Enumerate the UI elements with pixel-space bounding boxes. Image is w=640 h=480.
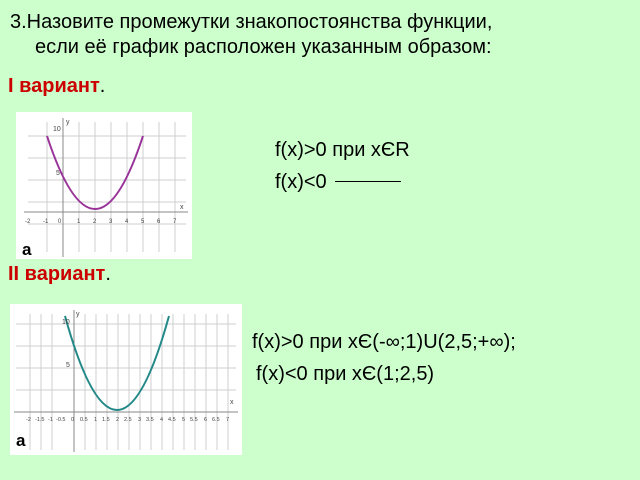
variant-2-label: II вариант <box>8 263 106 285</box>
variant-2-grid <box>16 314 236 450</box>
variant-1-xtick: 4 <box>125 219 129 225</box>
variant-2-xtick: 5.5 <box>190 417 198 423</box>
variant-1-x-label: x <box>180 204 184 211</box>
variant-1-xtick: 6 <box>157 219 161 225</box>
task-title-line1: 3.Назовите промежутки знакопостоянства функции, <box>10 11 493 33</box>
variant-2-xtick: 7 <box>226 417 230 423</box>
variant-2-heading <box>8 263 111 286</box>
variant-1-negative-row <box>275 171 401 194</box>
variant-1-xtick: 7 <box>173 219 177 225</box>
variant-2-positive: f(x)>0 при xЄ(-∞;1)U(2,5;+∞); <box>252 331 516 353</box>
variant-2-x-label: x <box>230 399 234 406</box>
variant-2-parabola <box>65 316 169 410</box>
variant-2-xtick: 6.5 <box>212 417 220 423</box>
variant-2-xtick: 6 <box>204 417 208 423</box>
variant-2-xtick: 0 <box>71 417 75 423</box>
variant-2-plot <box>10 304 242 455</box>
variant-1-graph <box>16 112 192 259</box>
variant-2-xtick: 2.5 <box>124 417 132 423</box>
variant-1-graph-label: а <box>22 240 32 259</box>
variant-2-y-label: y <box>76 311 80 318</box>
variant-2-xtick: 4 <box>160 417 164 423</box>
variant-1-plot <box>16 112 192 259</box>
variant-2-xtick: 1.5 <box>102 417 110 423</box>
variant-1-heading <box>8 75 105 98</box>
variant-2-xtick: 4.5 <box>168 417 176 423</box>
task-title-line2: если её график расположен указанным образом: <box>35 36 492 58</box>
variant-1-ytick-5: 5 <box>56 170 60 177</box>
variant-1-xtick: 0 <box>58 219 62 225</box>
variant-1-xtick: 1 <box>77 219 81 225</box>
variant-1-positive: f(x)>0 при xЄR <box>275 139 410 161</box>
variant-2-xtick: 1 <box>94 417 98 423</box>
variant-1-xtick: -1 <box>43 219 49 225</box>
variant-2-xtick: 2 <box>116 417 120 423</box>
task-title <box>10 10 630 60</box>
variant-2-xtick: -1 <box>48 417 53 423</box>
variant-1-xtick: -2 <box>25 219 31 225</box>
variant-1-label: I вариант <box>8 75 100 97</box>
variant-1-answer-blank <box>335 181 401 182</box>
variant-2-negative: f(x)<0 при xЄ(1;2,5) <box>256 363 435 385</box>
variant-2-xtick: 3.5 <box>146 417 154 423</box>
variant-2-graph-label: а <box>16 431 26 450</box>
variant-2-ytick-10: 10 <box>62 319 70 326</box>
variant-1-xtick: 3 <box>109 219 113 225</box>
variant-1-dot: . <box>99 75 106 97</box>
variant-2-xtick: 0.5 <box>80 417 88 423</box>
variant-1-negative: f(x)<0 <box>275 171 327 193</box>
variant-1-ytick-10: 10 <box>53 126 61 133</box>
variant-2-dot: . <box>105 263 111 285</box>
variant-1-y-label: y <box>66 119 70 126</box>
variant-1-xtick: 5 <box>141 219 145 225</box>
variant-2-xtick: -1.5 <box>35 417 45 423</box>
variant-2-xtick: -2 <box>26 417 31 423</box>
variant-2-xtick: 5 <box>182 417 186 423</box>
variant-2-xtick: -0.5 <box>56 417 66 423</box>
variant-2-ytick-5: 5 <box>66 362 70 369</box>
variant-1-grid <box>28 122 186 252</box>
variant-1-xtick: 2 <box>93 219 97 225</box>
variant-2-graph <box>10 304 242 455</box>
variant-2-xtick: 3 <box>138 417 142 423</box>
